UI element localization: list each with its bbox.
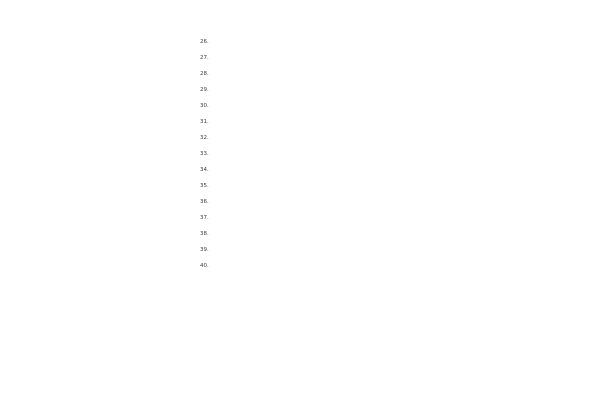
quote-number: 36. (200, 199, 209, 205)
list-item (200, 212, 410, 224)
quote-number: 34. (200, 167, 209, 173)
quote-number: 31. (200, 119, 209, 125)
quote-text (212, 180, 410, 192)
quote-number: 28. (200, 71, 209, 77)
list-item (200, 164, 410, 176)
quote-text (212, 116, 410, 128)
quote-text (212, 228, 410, 240)
quote-number: 39. (200, 247, 209, 253)
quote-text (212, 132, 410, 144)
quote-number: 40. (200, 263, 209, 269)
list-item (200, 68, 410, 80)
quote-number: 38. (200, 231, 209, 237)
quote-text (212, 52, 410, 64)
quote-number: 26. (200, 39, 209, 45)
quote-number: 27. (200, 55, 209, 61)
list-item (200, 36, 410, 48)
list-item (200, 84, 410, 96)
quote-text (212, 212, 410, 224)
list-item (200, 228, 410, 240)
list-item (200, 148, 410, 160)
list-item (200, 100, 410, 112)
list-item (200, 52, 410, 64)
quote-text (212, 36, 410, 48)
quote-text (212, 100, 410, 112)
quote-text (212, 68, 410, 80)
quote-text (212, 164, 410, 176)
quote-number: 30. (200, 103, 209, 109)
quote-text (212, 148, 410, 160)
quote-number: 35. (200, 183, 209, 189)
list-item (200, 260, 410, 272)
quote-text (212, 260, 410, 272)
quote-number: 29. (200, 87, 209, 93)
list-item (200, 116, 410, 128)
quote-text (212, 244, 410, 256)
list-item (200, 196, 410, 208)
quote-text (212, 84, 410, 96)
list-item (200, 180, 410, 192)
quote-number: 33. (200, 151, 209, 157)
quote-number: 32. (200, 135, 209, 141)
quote-list (200, 36, 410, 276)
quote-number: 37. (200, 215, 209, 221)
quote-text (212, 196, 410, 208)
list-item (200, 132, 410, 144)
list-item (200, 244, 410, 256)
